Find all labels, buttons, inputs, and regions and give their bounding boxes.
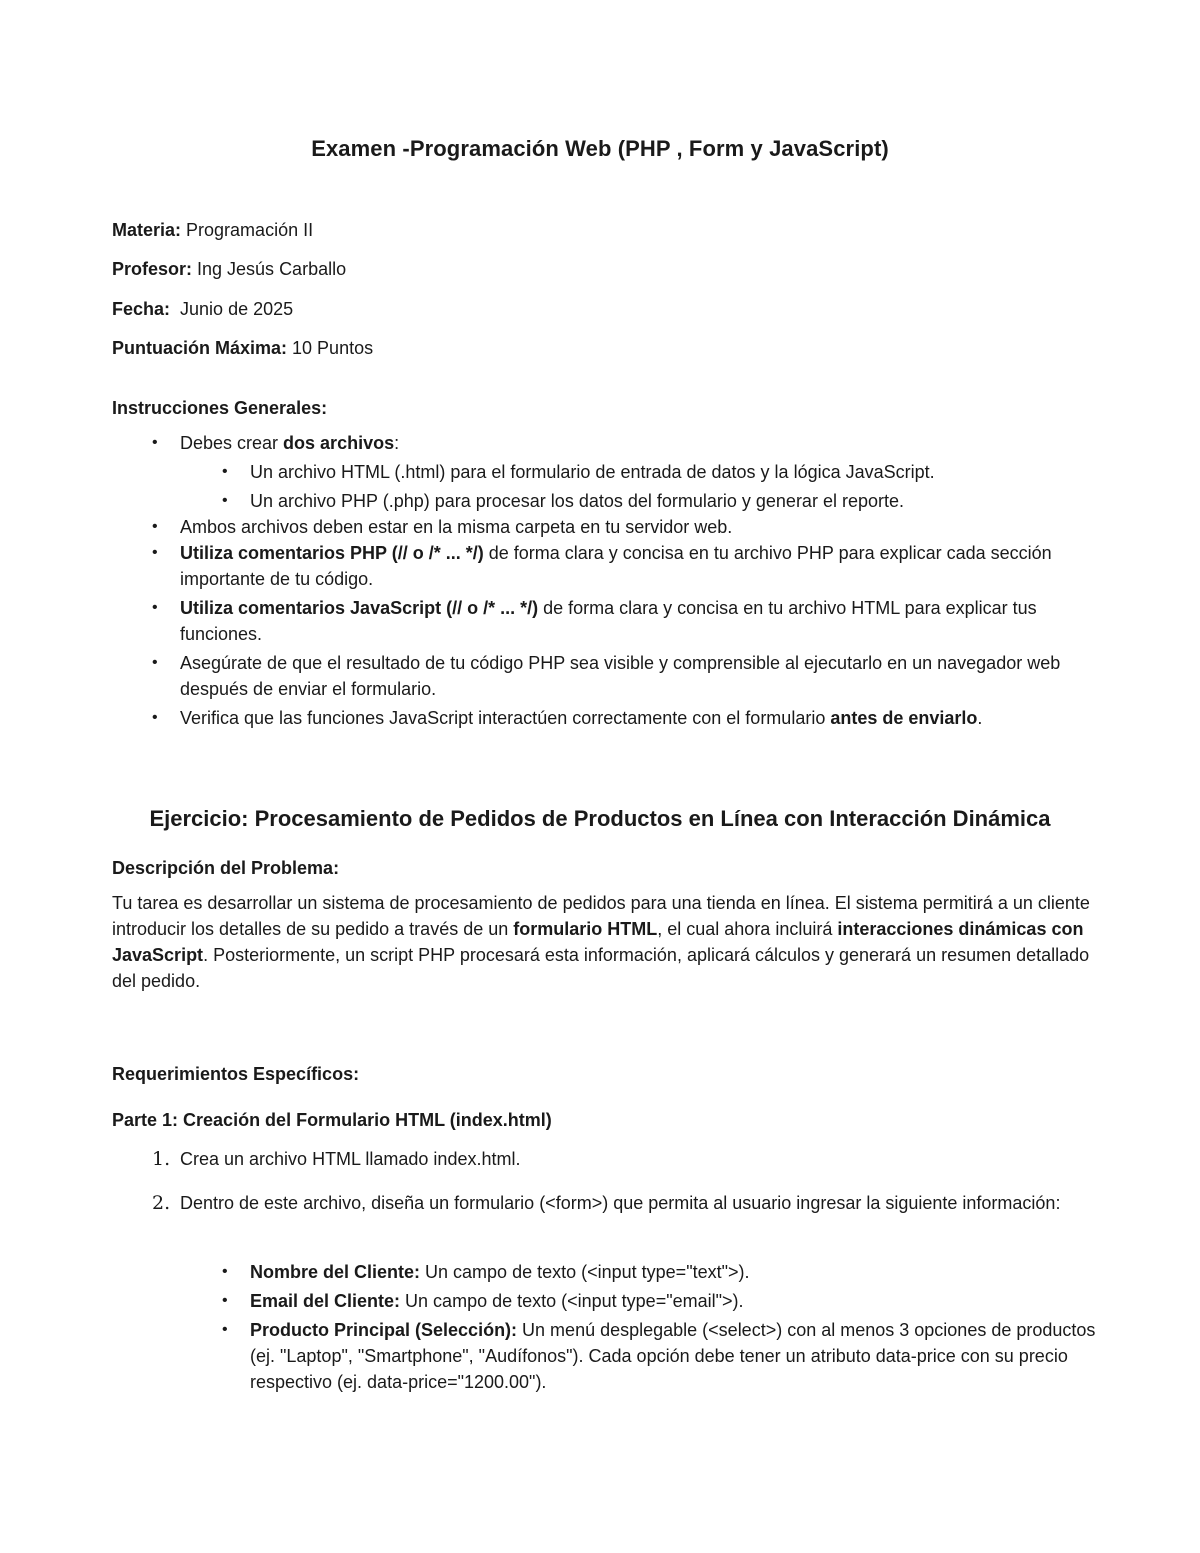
meta-puntuacion-value: 10 Puntos: [287, 338, 374, 358]
list-item: • Nombre del Cliente: Un campo de texto (<input type="text">).: [112, 1259, 1102, 1285]
meta-profesor-label: Profesor:: [112, 259, 193, 279]
exercise-title: Ejercicio: Procesamiento de Pedidos de Productos en Línea con Interacción Dinámica: [149, 806, 1051, 831]
list-item: • Producto Principal (Selección): Un menú desplegable (<select>) con al menos 3 opciones de productos (ej. "Laptop", "Smartphone", "Audífonos"). Cada opción debe tener un atributo data-price con su precio respectivo (ej. data-price="1200.00").: [112, 1317, 1102, 1395]
meta-fecha-value: Junio de 2025: [170, 299, 294, 319]
bullet-icon: •: [152, 599, 158, 616]
steps-list: [112, 1146, 1102, 1216]
parte1-heading: Parte 1: Creación del Formulario HTML (index.html): [112, 1110, 552, 1130]
bullet-icon: •: [152, 709, 158, 726]
step-number: 2.: [152, 1192, 171, 1214]
list-item: • Utiliza comentarios PHP (// o /* ... */) de forma clara y concisa en tu archivo PHP para explicar cada sección importante de tu código.: [112, 540, 1102, 592]
list-item: • Un archivo PHP (.php) para procesar los datos del formulario y generar el reporte.: [112, 488, 1102, 514]
list-item: • Utiliza comentarios JavaScript (// o /* ... */) de forma clara y concisa en tu archivo HTML para explicar tus funciones.: [112, 595, 1102, 647]
description-paragraph: Tu tarea es desarrollar un sistema de procesamiento de pedidos para una tienda en línea. El sistema permitirá a un cliente introducir los detalles de su pedido a través de un formulario HTML, el cual ahora incluirá interacciones dinámicas con JavaScript. Posteriormente, un script PHP procesará esta información, aplicará cálculos y generará un resumen detallado del pedido.: [112, 893, 1090, 991]
bullet-icon: •: [222, 1292, 228, 1309]
list-item: 2. Dentro de este archivo, diseña un formulario (<form>) que permita al usuario ingresar la siguiente información:: [152, 1192, 1061, 1214]
meta-fecha-label: Fecha:: [112, 299, 171, 319]
requirements-heading: Requerimientos Específicos:: [112, 1064, 360, 1084]
bullet-icon: •: [222, 492, 228, 509]
bullet-icon: •: [222, 1263, 228, 1280]
meta-puntuacion: [112, 338, 373, 359]
bullet-icon: •: [222, 463, 228, 480]
meta-profesor: [112, 259, 346, 280]
description-heading: Descripción del Problema:: [112, 858, 340, 878]
list-item: • Asegúrate de que el resultado de tu código PHP sea visible y comprensible al ejecutarlo en un navegador web después de enviar el formulario.: [112, 650, 1102, 702]
list-item: • Verifica que las funciones JavaScript interactúen correctamente con el formulario antes de enviarlo.: [112, 705, 1102, 731]
bullet-icon: •: [222, 1321, 228, 1338]
list-item: • Un archivo HTML (.html) para el formulario de entrada de datos y la lógica JavaScript.: [112, 459, 1102, 485]
bullet-icon: •: [152, 654, 158, 671]
meta-profesor-value: Ing Jesús Carballo: [192, 259, 347, 279]
meta-materia: [112, 220, 313, 241]
list-item: • Email del Cliente: Un campo de texto (<input type="email">).: [112, 1288, 1102, 1314]
page-title: Examen -Programación Web (PHP , Form y JavaScript): [311, 136, 889, 161]
bullet-icon: •: [152, 518, 158, 535]
list-item: 1. Crea un archivo HTML llamado index.html.: [152, 1148, 521, 1170]
instructions-heading: Instrucciones Generales:: [112, 398, 328, 418]
list-item: • Ambos archivos deben estar en la misma carpeta en tu servidor web.: [112, 514, 1102, 540]
meta-fecha: [112, 299, 293, 320]
step-number: 1.: [152, 1148, 171, 1170]
list-item: • Debes crear dos archivos:: [112, 430, 1102, 456]
bullet-icon: •: [152, 544, 158, 561]
fields-list: [112, 1259, 1102, 1395]
instructions-list: [112, 430, 1102, 731]
meta-puntuacion-label: Puntuación Máxima:: [112, 338, 288, 358]
meta-materia-label: Materia:: [112, 220, 182, 240]
bullet-icon: •: [152, 434, 158, 451]
meta-materia-value: Programación II: [181, 220, 314, 240]
